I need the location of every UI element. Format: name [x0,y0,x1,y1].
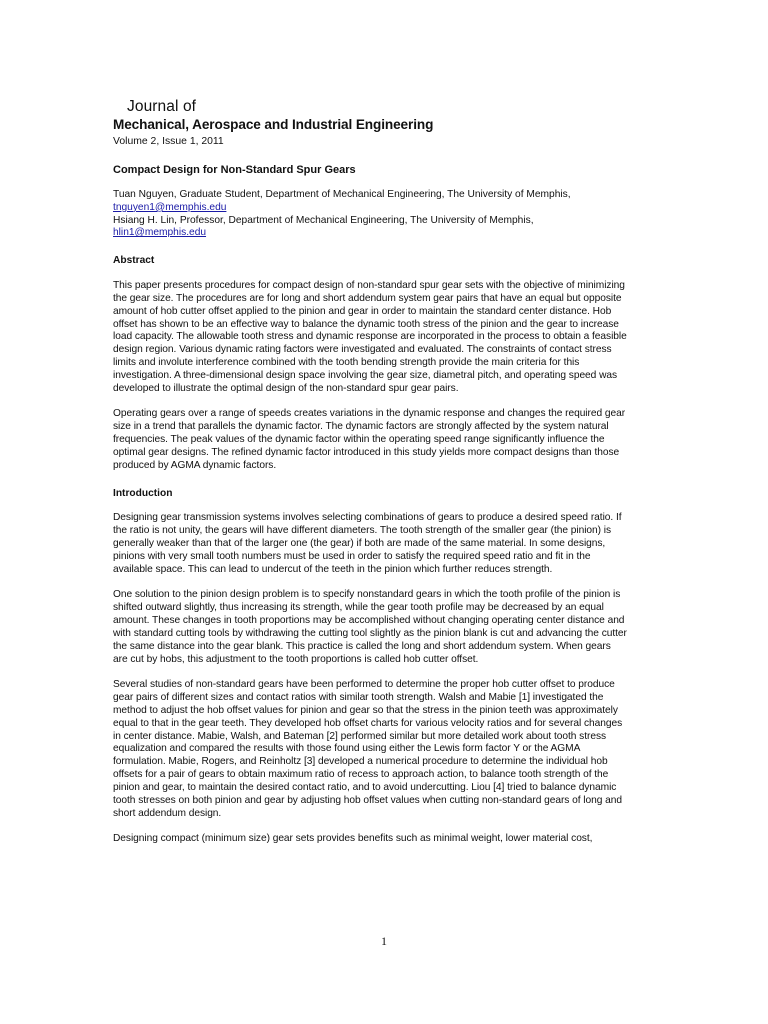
journal-name-line2: Mechanical, Aerospace and Industrial Engineering [113,117,434,132]
author-affiliation: Tuan Nguyen, Graduate Student, Department of Mechanical Engineering, The University of Memphis, [113,189,571,200]
paper-title: Compact Design for Non-Standard Spur Gears [113,164,356,176]
abstract-paragraph: Operating gears over a range of speeds creates variations in the dynamic response and changes the required gear size in a trend that parallels the dynamic factor. The dynamic factors are strongly affected by the system natural frequencies. The peak values of the dynamic factor within the operating speed range significantly influence the optimal gear designs. The refined dynamic factor introduced in this study yields more compact designs than those produced by AGMA dynamic factors. [113,408,626,471]
author-affiliation: Hsiang H. Lin, Professor, Department of Mechanical Engineering, The University of Memphis, [113,214,534,226]
introduction-heading: Introduction [113,487,173,499]
introduction-paragraph: Designing compact (minimum size) gear sets provides benefits such as minimal weight, lower material cost, [113,833,593,845]
abstract-paragraph: This paper presents procedures for compact design of non-standard spur gear sets with the objective of minimizing the gear size. The procedures are for long and short addendum system gear pairs that have an equal but opposite amount of hob cutter offset applied to the pinion and gear in order to maintain the standard center distance. Hob offset has shown to be an effective way to balance the dynamic tooth stress of the pinion and the gear to increase load capacity. The allowable tooth stress and dynamic response are incorporated in the process to obtain a feasible design region. Various dynamic rating factors were investigated and evaluated. The constraints of contact stress limits and involute interference combined with the tooth bending strength provide the main criteria for this investigation. A three-dimensional design space involving the gear size, diametral pitch, and operating speed was developed to illustrate the optimal design of the non-standard spur gear pairs. [113,279,627,394]
page-number: 1 [381,934,387,948]
paper-page [113,98,628,846]
author-email-link[interactable]: tnguyen1@memphis.edu [113,201,227,213]
author-email-link[interactable]: hlin1@memphis.edu [113,227,207,239]
journal-name-line1: Journal of [127,98,197,115]
introduction-paragraph: Designing gear transmission systems involves selecting combinations of gears to produce a desired speed ratio. If the ratio is not unity, the gears will have different diameters. The tooth strength of the smaller gear (the pinion) is generally weaker than that of the larger one (the gear) if both are made of the same material. In some designs, pinions with very small tooth numbers must be used in order to satisfy the required speed ratio and fit in the available space. This can lead to undercut of the teeth in the pinion which further reduces strength. [113,512,622,575]
introduction-paragraph: One solution to the pinion design problem is to specify nonstandard gears in which the tooth profile of the pinion is shifted outward slightly, thus increasing its strength, while the gear tooth profile may be decreased by an equal amount. These changes in tooth proportions may be accomplished without changing operating center distance and with standard cutting tools by withdrawing the cutting tool slightly as the pinion blank is cut and advancing the cutter the same distance into the gear blank. This practice is called the long and short addendum system. When gears are cut by hobs, this adjustment to the tooth proportions is called hob cutter offset. [113,589,627,665]
abstract-heading: Abstract [113,255,155,267]
volume-issue: Volume 2, Issue 1, 2011 [113,136,224,147]
author-block [113,189,628,240]
introduction-paragraph: Several studies of non-standard gears have been performed to determine the proper hob cutter offset to produce gear pairs of different sizes and contact ratios with similar tooth strength. Walsh and Mabie [1] investigated the method to adjust the hob offset values for pinion and gear so that the stress in the pinion teeth was approximately equal to that in the gear teeth. They developed hob offset charts for various velocity ratios and for several changes in center distance. Mabie, Walsh, and Bateman [2] performed similar but more detailed work about tooth stress equalization and compared the results with those found using either the Lewis form factor Y or the AGMA formulation. Mabie, Rogers, and Reinholtz [3] developed a numerical procedure to determine the individual hob offsets for a pair of gears to obtain maximum ratio of recess to approach action, to balance tooth strength of the pinion and gear, to maintain the desired contact ratio, and to avoid undercutting. Liou [4] tried to balance dynamic tooth stresses on both pinion and gear by adjusting hob offset values when cutting non-standard gears of long and short addendum design. [113,679,623,819]
